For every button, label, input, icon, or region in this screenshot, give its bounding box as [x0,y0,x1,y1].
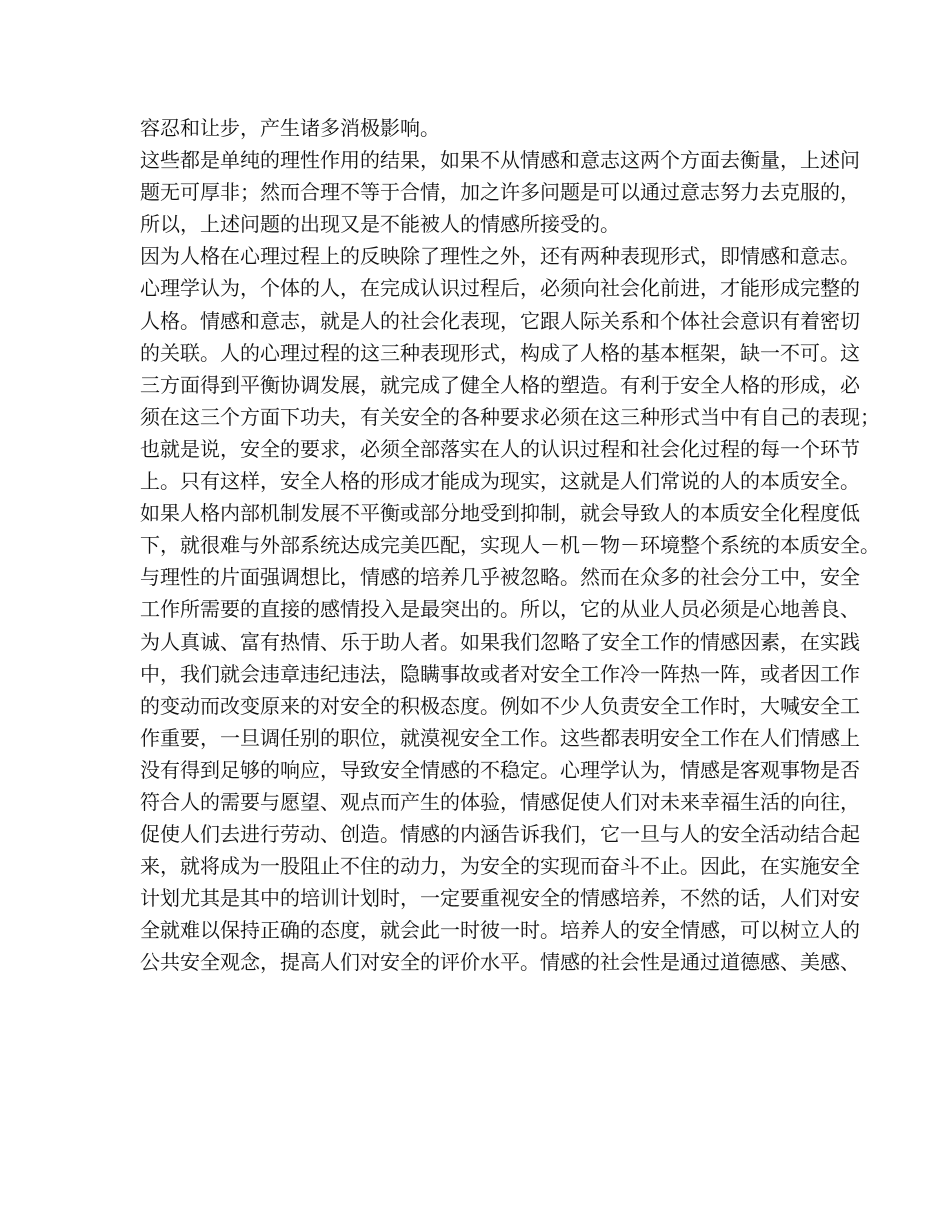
text-line: 工作所需要的直接的感情投入是最突出的。所以，它的从业人员必须是心地善良、 [140,597,860,622]
text-line: 计划尤其是其中的培训计划时，一定要重视安全的情感培养，不然的话，人们对安 [140,886,860,911]
text-line: 的变动而改变原来的对安全的积极态度。例如不少人负责安全工作时，大喊安全工 [140,693,860,718]
text-line: 须在这三个方面下功夫，有关安全的各种要求必须在这三种形式当中有自己的表现； [140,404,880,429]
text-line: 三方面得到平衡协调发展，就完成了健全人格的塑造。有利于安全人格的形成，必 [140,372,860,397]
text-line: 中，我们就会违章违纪违法，隐瞒事故或者对安全工作冷一阵热一阵，或者因工作 [140,661,860,686]
text-line: 来，就将成为一股阻止不住的动力，为安全的实现而奋斗不止。因此，在实施安全 [140,854,860,879]
text-line: 题无可厚非；然而合理不等于合情，加之许多问题是可以通过意志努力去克服的， [140,180,860,205]
text-line: 上。只有这样，安全人格的形成才能成为现实，这就是人们常说的人的本质安全。 [140,469,860,494]
text-line: 与理性的片面强调想比，情感的培养几乎被忽略。然而在众多的社会分工中，安全 [140,565,860,590]
text-line: 下，就很难与外部系统达成完美匹配，实现人－机－物－环境整个系统的本质安全。 [140,533,880,558]
text-line: 如果人格内部机制发展不平衡或部分地受到抑制，就会导致人的本质安全化程度低 [140,501,860,526]
text-line: 作重要，一旦调任别的职位，就漠视安全工作。这些都表明安全工作在人们情感上 [140,725,860,750]
text-line: 容忍和让步，产生诸多消极影响。 [140,116,440,140]
text-line: 这些都是单纯的理性作用的结果，如果不从情感和意志这两个方面去衡量，上述问 [140,148,860,173]
text-line: 没有得到足够的响应，导致安全情感的不稳定。心理学认为，情感是客观事物是否 [140,757,860,782]
text-line: 符合人的需要与愿望、观点而产生的体验，情感促使人们对未来幸福生活的向往， [140,789,860,814]
text-line: 因为人格在心理过程上的反映除了理性之外，还有两种表现形式，即情感和意志。 [140,244,860,269]
text-line: 人格。情感和意志，就是人的社会化表现，它跟人际关系和个体社会意识有着密切 [140,308,860,333]
text-line: 全就难以保持正确的态度，就会此一时彼一时。培养人的安全情感，可以树立人的 [140,918,860,943]
text-line: 也就是说，安全的要求，必须全部落实在人的认识过程和社会化过程的每一个环节 [140,436,860,461]
text-line: 促使人们去进行劳动、创造。情感的内涵告诉我们，它一旦与人的安全活动结合起 [140,822,860,847]
text-line: 公共安全观念，提高人们对安全的评价水平。情感的社会性是通过道德感、美感、 [140,950,860,975]
text-line: 的关联。人的心理过程的这三种表现形式，构成了人格的基本框架，缺一不可。这 [140,340,860,365]
text-line: 心理学认为，个体的人，在完成认识过程后，必须向社会化前进，才能形成完整的 [140,276,860,301]
text-line: 为人真诚、富有热情、乐于助人者。如果我们忽略了安全工作的情感因素，在实践 [140,629,860,654]
text-line: 所以，上述问题的出现又是不能被人的情感所接受的。 [140,212,620,237]
document-body-text [140,112,880,979]
